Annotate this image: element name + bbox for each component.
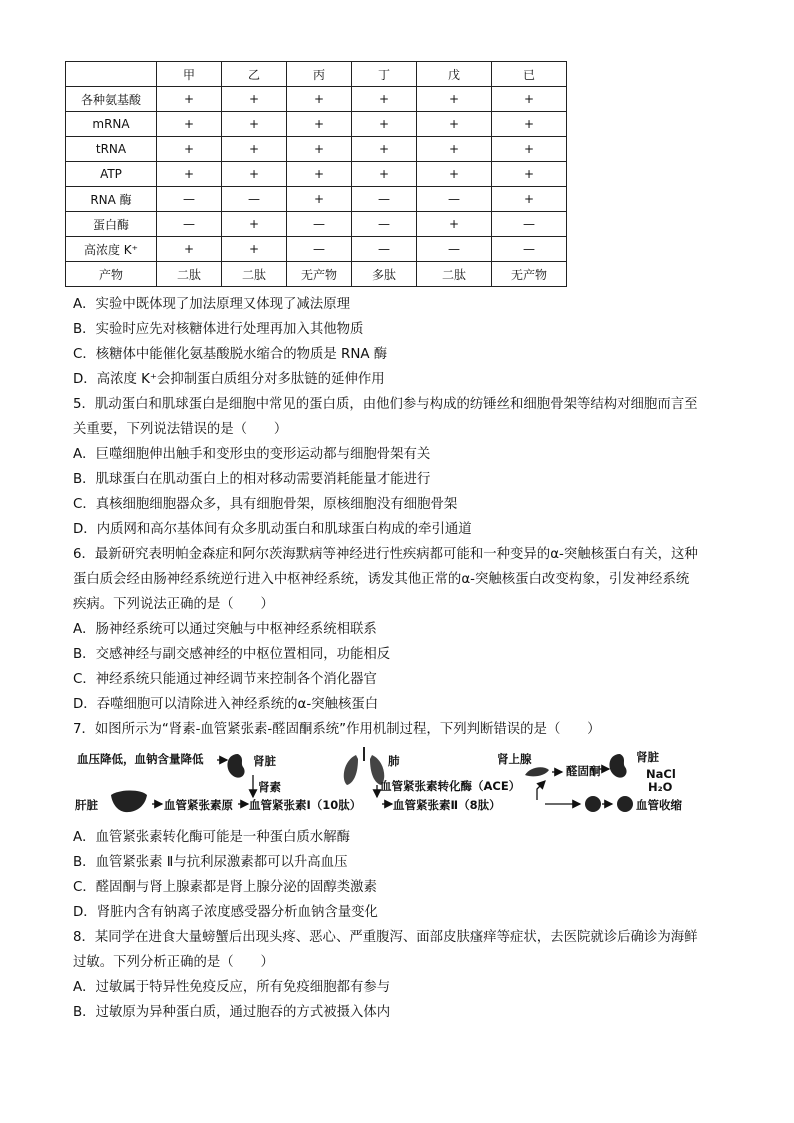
table-cell: 多肽 bbox=[352, 262, 417, 287]
kidney-right-label: 肾脏 bbox=[636, 750, 659, 764]
table-cell: — bbox=[417, 187, 492, 212]
renin-label: 肾素 bbox=[258, 780, 281, 794]
option-6a: A．肠神经系统可以通过突触与中枢神经系统相联系 bbox=[73, 622, 377, 637]
table-row bbox=[66, 137, 567, 162]
experiment-table bbox=[65, 61, 567, 287]
table-cell: + bbox=[222, 162, 287, 187]
question-5-stem-1: 5．肌动蛋白和肌球蛋白是细胞中常见的蛋白质，由他们参与构成的纺锤丝和细胞骨架等结构对细胞而言至 bbox=[73, 397, 698, 412]
table-cell: — bbox=[352, 237, 417, 262]
table-cell: + bbox=[157, 237, 222, 262]
table-cell: + bbox=[417, 137, 492, 162]
lung-icon bbox=[344, 747, 384, 785]
question-block-lower bbox=[73, 825, 733, 1025]
option-7d: D．肾脏内含有钠离子浓度感受器分析血钠含量变化 bbox=[73, 905, 378, 920]
table-cell: + bbox=[157, 87, 222, 112]
table-cell: + bbox=[287, 187, 352, 212]
kidney-icon bbox=[227, 754, 244, 778]
option-5d: D．内质网和高尔基体间有众多肌动蛋白和肌球蛋白构成的牵引通道 bbox=[73, 522, 472, 537]
ace-label: 血管紧张素转化酶（ACE） bbox=[380, 779, 521, 793]
table-row bbox=[66, 262, 567, 287]
table-cell: — bbox=[287, 237, 352, 262]
table-row-header: tRNA bbox=[66, 137, 157, 162]
table-row bbox=[66, 162, 567, 187]
table-cell: + bbox=[222, 112, 287, 137]
table-cell: + bbox=[222, 137, 287, 162]
angiotensin-1-label: 血管紧张素Ⅰ（10肽） bbox=[249, 798, 362, 812]
table-row bbox=[66, 237, 567, 262]
option-6c: C．神经系统只能通过神经调节来控制各个消化器官 bbox=[73, 672, 377, 687]
option-8a: A．过敏属于特异性免疫反应，所有免疫细胞都有参与 bbox=[73, 980, 391, 995]
option-6b: B．交感神经与副交感神经的中枢位置相同，功能相反 bbox=[73, 647, 391, 662]
table-cell: 二肽 bbox=[417, 262, 492, 287]
option-5c: C．真核细胞细胞器众多，具有细胞骨架，原核细胞没有细胞骨架 bbox=[73, 497, 458, 512]
table-row bbox=[66, 212, 567, 237]
table-row bbox=[66, 187, 567, 212]
table-cell: 无产物 bbox=[287, 262, 352, 287]
table-cell: + bbox=[157, 162, 222, 187]
option-6d: D．吞噬细胞可以清除进入神经系统的α-突触核蛋白 bbox=[73, 697, 379, 712]
water-label: H₂O bbox=[648, 780, 673, 794]
table-cell: — bbox=[222, 187, 287, 212]
table-row-header: RNA 酶 bbox=[66, 187, 157, 212]
table-header-cell: 丙 bbox=[287, 62, 352, 87]
adrenal-icon bbox=[525, 767, 549, 776]
table-header-cell: 乙 bbox=[222, 62, 287, 87]
table-cell: — bbox=[157, 212, 222, 237]
question-8-stem-1: 8．某同学在进食大量螃蟹后出现头疼、恶心、严重腹泻、面部皮肤瘙痒等症状，去医院就诊后确诊为海鲜 bbox=[73, 930, 698, 945]
question-5-stem-2: 关重要，下列说法错误的是（ ） bbox=[73, 422, 288, 437]
question-7-stem: 7．如图所示为“肾素-血管紧张素-醛固酮系统”作用机制过程，下列判断错误的是（ ） bbox=[73, 722, 601, 737]
table-cell: + bbox=[287, 112, 352, 137]
table-row-header: ATP bbox=[66, 162, 157, 187]
table-cell: — bbox=[352, 187, 417, 212]
kidney-right-icon bbox=[609, 754, 626, 778]
option-4b: B．实验时应先对核糖体进行处理再加入其他物质 bbox=[73, 322, 364, 337]
table-cell: — bbox=[417, 237, 492, 262]
table-cell: — bbox=[492, 212, 567, 237]
table-header-cell: 甲 bbox=[157, 62, 222, 87]
option-5b: B．肌球蛋白在肌动蛋白上的相对移动需要消耗能量才能进行 bbox=[73, 472, 431, 487]
option-4c: C．核糖体中能催化氨基酸脱水缩合的物质是 RNA 酶 bbox=[73, 347, 388, 362]
angiotensin-2-label: 血管紧张素Ⅱ（8肽） bbox=[393, 798, 501, 812]
option-7c: C．醛固酮与肾上腺素都是肾上腺分泌的固醇类激素 bbox=[73, 880, 377, 895]
table-cell: + bbox=[287, 137, 352, 162]
table-cell: + bbox=[352, 112, 417, 137]
table-header-cell: 戊 bbox=[417, 62, 492, 87]
question-block-upper bbox=[73, 292, 733, 742]
table-cell: + bbox=[222, 237, 287, 262]
table-cell: + bbox=[287, 87, 352, 112]
table-row-header: 产物 bbox=[66, 262, 157, 287]
question-6-stem-2: 蛋白质会经由肠神经系统逆行进入中枢神经系统，诱发其他正常的α-突触核蛋白改变构象，引发神经系统 bbox=[73, 572, 690, 587]
option-7b: B．血管紧张素 Ⅱ与抗利尿激素都可以升高血压 bbox=[73, 855, 348, 870]
raas-diagram bbox=[75, 745, 725, 825]
table-row-header: mRNA bbox=[66, 112, 157, 137]
table-cell: + bbox=[492, 162, 567, 187]
table-cell: + bbox=[222, 87, 287, 112]
liver-label: 肝脏 bbox=[75, 798, 98, 812]
liver-icon bbox=[111, 791, 147, 813]
table-row bbox=[66, 87, 567, 112]
question-6-stem-3: 疾病。下列说法正确的是（ ） bbox=[73, 597, 274, 612]
table-cell: + bbox=[352, 162, 417, 187]
table-header-row bbox=[66, 62, 567, 87]
question-8-stem-2: 过敏。下列分析正确的是（ ） bbox=[73, 955, 274, 970]
kidney-label: 肾脏 bbox=[253, 754, 276, 768]
table-header-cell: 已 bbox=[492, 62, 567, 87]
nacl-label: NaCl bbox=[646, 767, 676, 781]
table-corner-cell bbox=[66, 62, 157, 87]
table-cell: + bbox=[417, 162, 492, 187]
table-header-cell: 丁 bbox=[352, 62, 417, 87]
table-cell: + bbox=[492, 112, 567, 137]
table-cell: — bbox=[352, 212, 417, 237]
question-6-stem-1: 6．最新研究表明帕金森症和阿尔茨海默病等神经进行性疾病都可能和一种变异的α-突触核蛋白有关，这种 bbox=[73, 547, 698, 562]
table-cell: + bbox=[222, 212, 287, 237]
table-cell: + bbox=[157, 137, 222, 162]
table-cell: + bbox=[417, 212, 492, 237]
table-row-header: 蛋白酶 bbox=[66, 212, 157, 237]
lung-label: 肺 bbox=[388, 754, 400, 768]
option-8b: B．过敏原为异种蛋白质，通过胞吞的方式被摄入体内 bbox=[73, 1005, 391, 1020]
table-row bbox=[66, 112, 567, 137]
table-cell: + bbox=[157, 112, 222, 137]
table-cell: + bbox=[492, 187, 567, 212]
trigger-label: 血压降低，血钠含量降低 bbox=[77, 752, 204, 766]
table-cell: 无产物 bbox=[492, 262, 567, 287]
table-cell: — bbox=[157, 187, 222, 212]
table-cell: + bbox=[287, 162, 352, 187]
option-7a: A．血管紧张素转化酶可能是一种蛋白质水解酶 bbox=[73, 830, 350, 845]
adrenal-label: 肾上腺 bbox=[497, 752, 532, 766]
vasoconstriction-label: 血管收缩 bbox=[636, 798, 682, 812]
table-cell: + bbox=[492, 137, 567, 162]
table-cell: + bbox=[352, 137, 417, 162]
angiotensinogen-label: 血管紧张素原 bbox=[164, 798, 233, 812]
option-4a: A．实验中既体现了加法原理又体现了减法原理 bbox=[73, 297, 350, 312]
table-cell: — bbox=[492, 237, 567, 262]
table-cell: — bbox=[287, 212, 352, 237]
table-row-header: 各种氨基酸 bbox=[66, 87, 157, 112]
table-cell: + bbox=[352, 87, 417, 112]
table-cell: 二肽 bbox=[157, 262, 222, 287]
option-4d: D．高浓度 K⁺会抑制蛋白质组分对多肽链的延伸作用 bbox=[73, 372, 385, 387]
table-cell: + bbox=[417, 112, 492, 137]
table-cell: 二肽 bbox=[222, 262, 287, 287]
table-cell: + bbox=[492, 87, 567, 112]
table-row-header: 高浓度 K⁺ bbox=[66, 237, 157, 262]
option-5a: A．巨噬细胞伸出触手和变形虫的变形运动都与细胞骨架有关 bbox=[73, 447, 431, 462]
table-cell: + bbox=[417, 87, 492, 112]
aldosterone-label: 醛固酮 bbox=[566, 764, 601, 778]
